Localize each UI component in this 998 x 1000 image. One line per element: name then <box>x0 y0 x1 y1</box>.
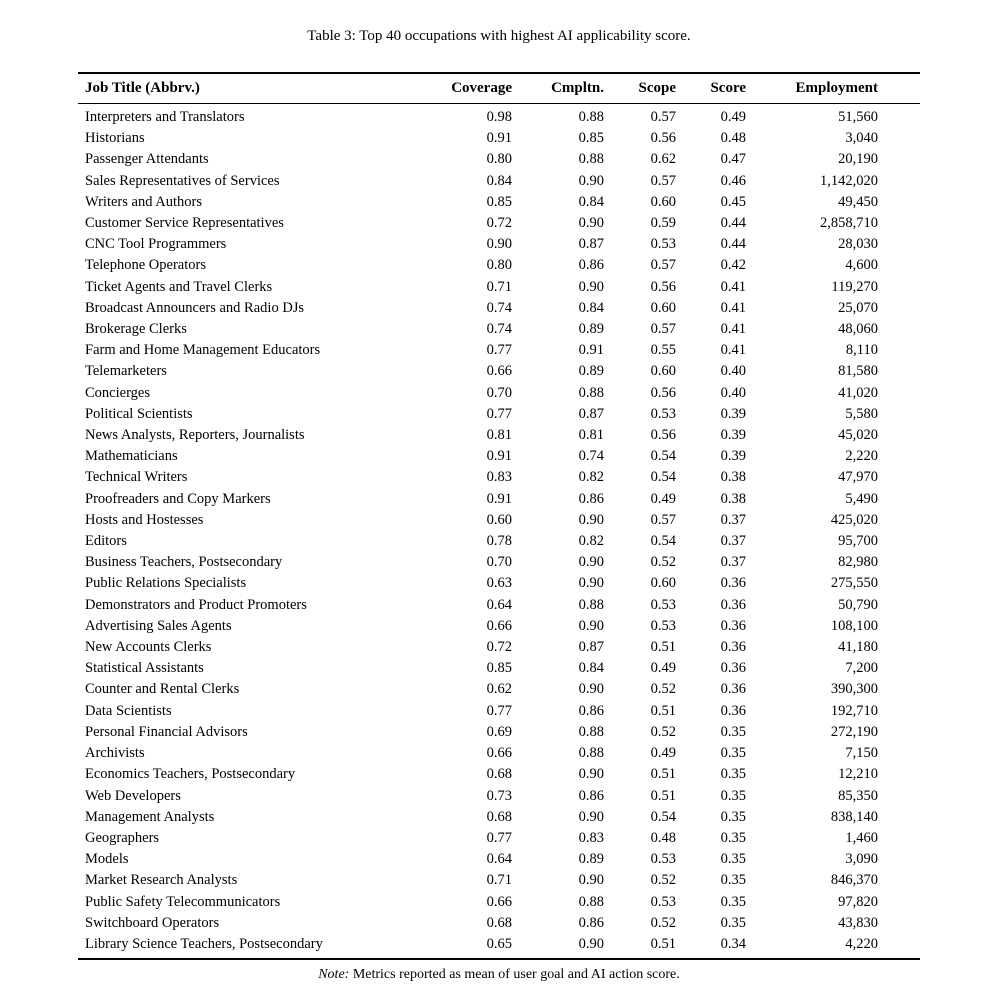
coverage-cell: 0.69 <box>486 723 512 740</box>
scope-cell: 0.56 <box>650 130 676 147</box>
table-row <box>78 722 920 743</box>
scope-cell: 0.60 <box>650 299 676 316</box>
employment-cell: 1,142,020 <box>820 172 878 189</box>
job-title-cell: Concierges <box>85 384 150 401</box>
job-title-cell: Telemarketers <box>85 363 167 380</box>
job-title-cell: Business Teachers, Postsecondary <box>85 554 283 571</box>
coverage-cell: 0.90 <box>486 236 512 253</box>
table-row <box>78 828 920 849</box>
employment-cell: 846,370 <box>830 872 878 889</box>
score-cell: 0.40 <box>720 384 746 401</box>
coverage-cell: 0.77 <box>486 342 512 359</box>
cmpltn-cell: 0.81 <box>578 427 604 444</box>
score-cell: 0.35 <box>720 745 746 762</box>
score-cell: 0.36 <box>720 660 746 677</box>
score-cell: 0.38 <box>720 469 746 486</box>
scope-cell: 0.51 <box>650 787 676 804</box>
job-title-cell: Editors <box>85 533 127 550</box>
score-cell: 0.47 <box>720 151 746 168</box>
job-title-cell: Customer Service Representatives <box>85 215 284 232</box>
table-row <box>78 892 920 913</box>
table-row <box>78 764 920 785</box>
job-title-cell: Writers and Authors <box>85 193 203 210</box>
coverage-cell: 0.73 <box>486 787 512 804</box>
coverage-cell: 0.91 <box>486 490 512 507</box>
scope-cell: 0.56 <box>650 384 676 401</box>
scope-cell: 0.56 <box>650 278 676 295</box>
cmpltn-cell: 0.89 <box>578 851 604 868</box>
score-cell: 0.36 <box>720 681 746 698</box>
employment-cell: 49,450 <box>838 193 878 210</box>
employment-cell: 85,350 <box>838 787 878 804</box>
job-title-cell: Proofreaders and Copy Markers <box>85 490 271 507</box>
employment-cell: 5,490 <box>845 490 878 507</box>
table-row <box>78 934 920 959</box>
coverage-cell: 0.66 <box>486 617 512 634</box>
employment-cell: 51,560 <box>838 109 878 125</box>
job-title-cell: Public Safety Telecommunicators <box>85 893 281 910</box>
score-cell: 0.35 <box>720 723 746 740</box>
employment-cell: 97,820 <box>838 893 878 910</box>
table-row <box>78 870 920 891</box>
job-title-cell: News Analysts, Reporters, Journalists <box>85 427 305 444</box>
score-cell: 0.42 <box>720 257 746 274</box>
header-score: Score <box>680 73 750 104</box>
table-row <box>78 489 920 510</box>
score-cell: 0.46 <box>720 172 746 189</box>
employment-cell: 45,020 <box>838 427 878 444</box>
score-cell: 0.41 <box>720 299 746 316</box>
job-title-cell: Geographers <box>85 829 160 846</box>
scope-cell: 0.62 <box>650 151 676 168</box>
cmpltn-cell: 0.74 <box>578 448 604 465</box>
coverage-cell: 0.91 <box>486 448 512 465</box>
job-title-cell: CNC Tool Programmers <box>85 236 227 253</box>
employment-cell: 82,980 <box>838 554 878 571</box>
job-title-cell: Archivists <box>85 745 145 762</box>
employment-cell: 81,580 <box>838 363 878 380</box>
scope-cell: 0.49 <box>650 490 676 507</box>
table-row <box>78 171 920 192</box>
scope-cell: 0.53 <box>650 236 676 253</box>
job-title-cell: Technical Writers <box>85 469 188 486</box>
scope-cell: 0.57 <box>650 511 676 528</box>
job-title-cell: Statistical Assistants <box>85 660 204 677</box>
employment-cell: 2,858,710 <box>820 215 878 232</box>
scope-cell: 0.60 <box>650 575 676 592</box>
coverage-cell: 0.83 <box>486 469 512 486</box>
coverage-cell: 0.85 <box>486 660 512 677</box>
employment-cell: 7,150 <box>845 745 878 762</box>
employment-cell: 1,460 <box>845 829 878 846</box>
scope-cell: 0.60 <box>650 363 676 380</box>
coverage-cell: 0.64 <box>486 596 512 613</box>
coverage-cell: 0.81 <box>486 427 512 444</box>
cmpltn-cell: 0.88 <box>578 893 604 910</box>
scope-cell: 0.59 <box>650 215 676 232</box>
table-row <box>78 277 920 298</box>
score-cell: 0.39 <box>720 448 746 465</box>
coverage-cell: 0.70 <box>486 554 512 571</box>
coverage-cell: 0.60 <box>486 511 512 528</box>
header-job-title: Job Title (Abbrv.) <box>78 73 428 104</box>
employment-cell: 119,270 <box>831 278 878 295</box>
coverage-cell: 0.68 <box>486 808 512 825</box>
score-cell: 0.49 <box>720 109 746 125</box>
cmpltn-cell: 0.87 <box>578 639 604 656</box>
table-row <box>78 404 920 425</box>
employment-cell: 25,070 <box>838 299 878 316</box>
score-cell: 0.37 <box>720 554 746 571</box>
occupations-table <box>78 72 920 960</box>
table-row <box>78 552 920 573</box>
employment-cell: 43,830 <box>838 914 878 931</box>
scope-cell: 0.57 <box>650 257 676 274</box>
job-title-cell: Economics Teachers, Postsecondary <box>85 766 296 783</box>
job-title-cell: Library Science Teachers, Postsecondary <box>78 934 428 959</box>
cmpltn-cell: 0.90 <box>578 872 604 889</box>
table-row <box>78 319 920 340</box>
score-cell: 0.39 <box>720 427 746 444</box>
table-header-row <box>78 73 920 104</box>
employment-cell: 47,970 <box>838 469 878 486</box>
scope-cell: 0.60 <box>650 193 676 210</box>
coverage-cell: 0.68 <box>486 914 512 931</box>
scope-cell: 0.49 <box>650 745 676 762</box>
cmpltn-cell: 0.90 <box>578 808 604 825</box>
scope-cell: 0.52 <box>650 723 676 740</box>
employment-cell: 108,100 <box>830 617 878 634</box>
table-row <box>78 340 920 361</box>
score-cell: 0.41 <box>720 321 746 338</box>
job-title-cell: Public Relations Specialists <box>85 575 247 592</box>
scope-cell: 0.52 <box>650 914 676 931</box>
scope-cell: 0.53 <box>650 893 676 910</box>
scope-cell: 0.52 <box>650 554 676 571</box>
table-row <box>78 637 920 658</box>
scope-cell: 0.57 <box>650 172 676 189</box>
table-row <box>78 531 920 552</box>
score-cell: 0.41 <box>720 278 746 295</box>
table-row <box>78 383 920 404</box>
coverage-cell: 0.80 <box>486 257 512 274</box>
coverage-cell: 0.85 <box>486 193 512 210</box>
employment-cell: 12,210 <box>838 766 878 783</box>
coverage-cell: 0.77 <box>486 702 512 719</box>
employment-cell: 5,580 <box>845 405 878 422</box>
score-cell: 0.37 <box>720 511 746 528</box>
score-cell: 0.41 <box>720 342 746 359</box>
cmpltn-cell: 0.90 <box>578 172 604 189</box>
employment-cell: 95,700 <box>838 533 878 550</box>
scope-cell: 0.51 <box>650 639 676 656</box>
table-row <box>78 701 920 722</box>
table-row <box>78 510 920 531</box>
cmpltn-cell: 0.87 <box>578 236 604 253</box>
employment-cell: 838,140 <box>830 808 878 825</box>
table-row <box>78 786 920 807</box>
cmpltn-cell: 0.88 <box>578 384 604 401</box>
employment-cell: 275,550 <box>830 575 878 592</box>
coverage-cell: 0.66 <box>486 745 512 762</box>
cmpltn-cell: 0.84 <box>578 193 604 210</box>
cmpltn-cell: 0.86 <box>578 914 604 931</box>
cmpltn-cell: 0.86 <box>578 702 604 719</box>
score-cell: 0.35 <box>720 787 746 804</box>
job-title-cell: Political Scientists <box>85 405 193 422</box>
scope-cell: 0.57 <box>650 321 676 338</box>
cmpltn-cell: 0.90 <box>578 511 604 528</box>
cmpltn-cell: 0.90 <box>578 681 604 698</box>
cmpltn-cell: 0.82 <box>578 533 604 550</box>
table-row <box>78 658 920 679</box>
job-title-cell: Brokerage Clerks <box>85 321 187 338</box>
table-row <box>78 467 920 488</box>
score-cell: 0.38 <box>720 490 746 507</box>
job-title-cell: Passenger Attendants <box>85 151 209 168</box>
coverage-cell: 0.71 <box>486 872 512 889</box>
coverage-cell: 0.70 <box>486 384 512 401</box>
job-title-cell: Demonstrators and Product Promoters <box>85 596 307 613</box>
header-employment: Employment <box>750 73 920 104</box>
scope-cell: 0.54 <box>650 448 676 465</box>
employment-cell: 192,710 <box>830 702 878 719</box>
cmpltn-cell: 0.88 <box>578 723 604 740</box>
cmpltn-cell: 0.90 <box>578 215 604 232</box>
score-cell: 0.35 <box>720 914 746 931</box>
cmpltn-cell: 0.89 <box>578 363 604 380</box>
employment-cell: 4,600 <box>845 257 878 274</box>
score-cell: 0.36 <box>720 596 746 613</box>
header-scope: Scope <box>608 73 680 104</box>
table-header <box>78 73 920 104</box>
table-row <box>78 743 920 764</box>
cmpltn-cell: 0.88 <box>578 109 604 125</box>
scope-cell: 0.51 <box>650 702 676 719</box>
employment-cell: 41,020 <box>838 384 878 401</box>
employment-cell: 48,060 <box>838 321 878 338</box>
cmpltn-cell: 0.88 <box>578 596 604 613</box>
job-title-cell: New Accounts Clerks <box>85 639 212 656</box>
table-row <box>78 595 920 616</box>
coverage-cell: 0.77 <box>486 829 512 846</box>
table-note <box>0 967 998 983</box>
coverage-cell: 0.74 <box>486 321 512 338</box>
job-title-cell: Advertising Sales Agents <box>85 617 232 634</box>
score-cell: 0.36 <box>720 617 746 634</box>
cmpltn-cell: 0.84 <box>578 660 604 677</box>
score-cell: 0.35 <box>720 808 746 825</box>
job-title-cell: Web Developers <box>85 787 181 804</box>
table-row <box>78 807 920 828</box>
score-cell: 0.35 <box>720 851 746 868</box>
employment-cell: 272,190 <box>830 723 878 740</box>
table-body <box>78 104 920 960</box>
coverage-cell: 0.63 <box>486 575 512 592</box>
employment-cell: 41,180 <box>838 639 878 656</box>
cmpltn-cell: 0.91 <box>578 342 604 359</box>
coverage-cell: 0.66 <box>486 363 512 380</box>
score-cell: 0.44 <box>720 215 746 232</box>
scope-cell: 0.51 <box>608 934 680 959</box>
score-cell: 0.36 <box>720 575 746 592</box>
score-cell: 0.37 <box>720 533 746 550</box>
employment-cell: 390,300 <box>830 681 878 698</box>
cmpltn-cell: 0.90 <box>516 934 608 959</box>
scope-cell: 0.54 <box>650 533 676 550</box>
scope-cell: 0.56 <box>650 427 676 444</box>
cmpltn-cell: 0.83 <box>578 829 604 846</box>
job-title-cell: Sales Representatives of Services <box>85 172 280 189</box>
coverage-cell: 0.64 <box>486 851 512 868</box>
table-row <box>78 298 920 319</box>
table-row <box>78 913 920 934</box>
coverage-cell: 0.98 <box>486 109 512 125</box>
job-title-cell: Interpreters and Translators <box>85 109 245 125</box>
score-cell: 0.36 <box>720 702 746 719</box>
scope-cell: 0.53 <box>650 617 676 634</box>
score-cell: 0.48 <box>720 130 746 147</box>
employment-cell: 8,110 <box>845 342 878 359</box>
coverage-cell: 0.72 <box>486 639 512 656</box>
score-cell: 0.35 <box>720 766 746 783</box>
table-row <box>78 446 920 467</box>
cmpltn-cell: 0.86 <box>578 490 604 507</box>
note-text: Metrics reported as mean of user goal and AI action score. <box>349 967 680 983</box>
scope-cell: 0.53 <box>650 596 676 613</box>
table-row <box>78 234 920 255</box>
job-title-cell: Personal Financial Advisors <box>85 723 248 740</box>
scope-cell: 0.52 <box>650 872 676 889</box>
table-row <box>78 616 920 637</box>
table-row <box>78 192 920 213</box>
score-cell: 0.35 <box>720 872 746 889</box>
scope-cell: 0.54 <box>650 808 676 825</box>
table-row <box>78 213 920 234</box>
coverage-cell: 0.91 <box>486 130 512 147</box>
table-row <box>78 573 920 594</box>
job-title-cell: Hosts and Hostesses <box>85 511 204 528</box>
job-title-cell: Broadcast Announcers and Radio DJs <box>85 299 305 316</box>
employment-cell: 28,030 <box>838 236 878 253</box>
cmpltn-cell: 0.90 <box>578 617 604 634</box>
job-title-cell: Ticket Agents and Travel Clerks <box>85 278 273 295</box>
job-title-cell: Historians <box>85 130 145 147</box>
score-cell: 0.39 <box>720 405 746 422</box>
scope-cell: 0.51 <box>650 766 676 783</box>
employment-cell: 3,040 <box>845 130 878 147</box>
cmpltn-cell: 0.86 <box>578 787 604 804</box>
scope-cell: 0.53 <box>650 405 676 422</box>
score-cell: 0.34 <box>680 934 750 959</box>
score-cell: 0.44 <box>720 236 746 253</box>
cmpltn-cell: 0.90 <box>578 575 604 592</box>
score-cell: 0.36 <box>720 639 746 656</box>
coverage-cell: 0.77 <box>486 405 512 422</box>
scope-cell: 0.55 <box>650 342 676 359</box>
employment-cell: 50,790 <box>838 596 878 613</box>
employment-cell: 2,220 <box>845 448 878 465</box>
job-title-cell: Models <box>85 851 129 868</box>
scope-cell: 0.54 <box>650 469 676 486</box>
header-cmpltn: Cmpltn. <box>516 73 608 104</box>
coverage-cell: 0.65 <box>428 934 516 959</box>
job-title-cell: Market Research Analysts <box>85 872 238 889</box>
cmpltn-cell: 0.86 <box>578 257 604 274</box>
job-title-cell: Management Analysts <box>85 808 215 825</box>
job-title-cell: Data Scientists <box>85 702 172 719</box>
cmpltn-cell: 0.90 <box>578 554 604 571</box>
scope-cell: 0.52 <box>650 681 676 698</box>
cmpltn-cell: 0.84 <box>578 299 604 316</box>
score-cell: 0.35 <box>720 829 746 846</box>
employment-cell: 4,220 <box>750 934 920 959</box>
table-row <box>78 149 920 170</box>
job-title-cell: Switchboard Operators <box>85 914 220 931</box>
cmpltn-cell: 0.82 <box>578 469 604 486</box>
note-label: Note: <box>318 967 350 983</box>
coverage-cell: 0.84 <box>486 172 512 189</box>
coverage-cell: 0.62 <box>486 681 512 698</box>
table-row <box>78 425 920 446</box>
employment-cell: 7,200 <box>845 660 878 677</box>
table-caption: Table 3: Top 40 occupations with highest AI applicability score. <box>307 28 691 44</box>
cmpltn-cell: 0.90 <box>578 766 604 783</box>
job-title-cell: Counter and Rental Clerks <box>85 681 240 698</box>
coverage-cell: 0.71 <box>486 278 512 295</box>
table-row <box>78 361 920 382</box>
table-row <box>78 849 920 870</box>
job-title-cell: Farm and Home Management Educators <box>85 342 321 359</box>
cmpltn-cell: 0.87 <box>578 405 604 422</box>
table-row <box>78 255 920 276</box>
scope-cell: 0.53 <box>650 851 676 868</box>
employment-cell: 20,190 <box>838 151 878 168</box>
coverage-cell: 0.72 <box>486 215 512 232</box>
score-cell: 0.35 <box>720 893 746 910</box>
coverage-cell: 0.80 <box>486 151 512 168</box>
scope-cell: 0.49 <box>650 660 676 677</box>
table-row <box>78 679 920 700</box>
score-cell: 0.45 <box>720 193 746 210</box>
table-row <box>78 128 920 149</box>
cmpltn-cell: 0.85 <box>578 130 604 147</box>
cmpltn-cell: 0.90 <box>578 278 604 295</box>
score-cell: 0.40 <box>720 363 746 380</box>
scope-cell: 0.57 <box>650 109 676 125</box>
job-title-cell: Mathematicians <box>85 448 178 465</box>
coverage-cell: 0.68 <box>486 766 512 783</box>
scope-cell: 0.48 <box>650 829 676 846</box>
table-row <box>78 104 920 129</box>
employment-cell: 425,020 <box>830 511 878 528</box>
cmpltn-cell: 0.88 <box>578 745 604 762</box>
coverage-cell: 0.74 <box>486 299 512 316</box>
job-title-cell: Telephone Operators <box>85 257 206 274</box>
coverage-cell: 0.78 <box>486 533 512 550</box>
employment-cell: 3,090 <box>845 851 878 868</box>
header-coverage: Coverage <box>428 73 516 104</box>
cmpltn-cell: 0.88 <box>578 151 604 168</box>
coverage-cell: 0.66 <box>486 893 512 910</box>
cmpltn-cell: 0.89 <box>578 321 604 338</box>
